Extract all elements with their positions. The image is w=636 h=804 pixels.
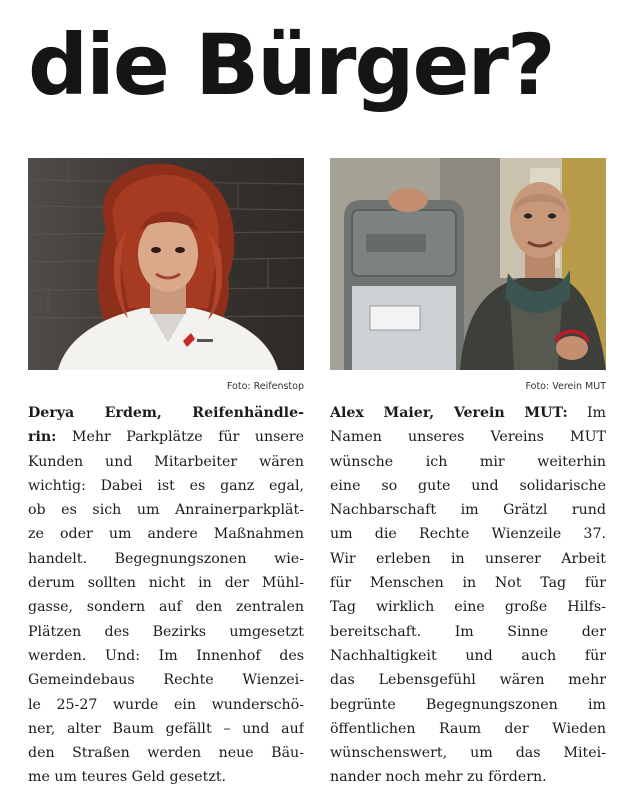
portrait-illustration — [330, 158, 606, 370]
text-line: handelt. Begegnungszonen wie- — [28, 550, 304, 567]
portrait-photo-derya-erdem — [28, 158, 304, 370]
article-column-alex-maier — [330, 401, 606, 790]
speaker-name: rin: — [28, 429, 57, 446]
headline: die Bürger? — [28, 16, 554, 114]
photo-credit-right: Foto: Verein MUT — [525, 381, 606, 392]
text-line: wichtig: Dabei ist es ganz egal, — [28, 477, 304, 494]
text-line: den Straßen werden neue Bäu- — [28, 745, 304, 762]
article-column-derya-erdem — [28, 401, 304, 790]
speaker-name: Derya Erdem, Reifenhändle- — [28, 405, 304, 421]
text-line: für Menschen in Not Tag für — [330, 575, 606, 592]
text-line: gasse, sondern auf den zentralen — [28, 599, 304, 616]
text-line: begrünte Begegnungszonen im — [330, 696, 606, 713]
speaker-name: Alex Maier, Verein MUT: — [330, 405, 568, 421]
text-line: das Lebensgefühl wären mehr — [330, 672, 606, 689]
photo-credit-left: Foto: Reifenstop — [226, 381, 304, 392]
text-line: le 25-27 wurde ein wunderschö- — [28, 696, 304, 713]
text-line: eine so gute und solidarische — [330, 477, 606, 494]
text-line: wünsche ich mir weiterhin — [330, 453, 606, 470]
text-line: Kunden und Mitarbeiter wären — [28, 453, 304, 470]
text-line: werden. Und: Im Innenhof des — [28, 647, 304, 664]
text-line: Tag wirklich eine große Hilfs- — [330, 599, 606, 616]
portrait-photo-alex-maier — [330, 158, 606, 370]
text-line: öffentlichen Raum der Wieden — [330, 720, 606, 737]
text-line: Gemeindebaus Rechte Wienzei- — [28, 672, 304, 689]
text-line: ner, alter Baum gefällt – und auf — [28, 720, 304, 737]
text-line: ze oder um andere Maßnahmen — [28, 526, 304, 543]
text-line: Nachbarschaft im Grätzl rund — [330, 502, 606, 519]
text-line: derum sollten nicht in der Mühl- — [28, 575, 304, 592]
text-line: rin: Mehr Parkplätze für unsere — [28, 429, 304, 446]
text-line: um die Rechte Wienzeile 37. — [330, 526, 606, 543]
text-line: Nachhaltigkeit und auch für — [330, 647, 606, 664]
text-line: Namen unseres Vereins MUT — [330, 429, 606, 446]
text-line: Plätzen des Bezirks umgesetzt — [28, 623, 304, 640]
text-line — [28, 401, 304, 425]
text-line: me um teures Geld gesetzt. — [28, 769, 227, 786]
text-line: bereitschaft. Im Sinne der — [330, 623, 606, 640]
text-line: nander noch mehr zu fördern. — [330, 769, 547, 786]
text-line: wünschenswert, um das Mitei- — [330, 745, 606, 762]
text-line: Wir erleben in unserer Arbeit — [330, 550, 606, 567]
text-line: Alex Maier, Verein MUT: Im — [330, 405, 606, 421]
text-line: ob es sich um Anrainerparkplät- — [28, 502, 304, 519]
portrait-illustration — [28, 158, 304, 370]
